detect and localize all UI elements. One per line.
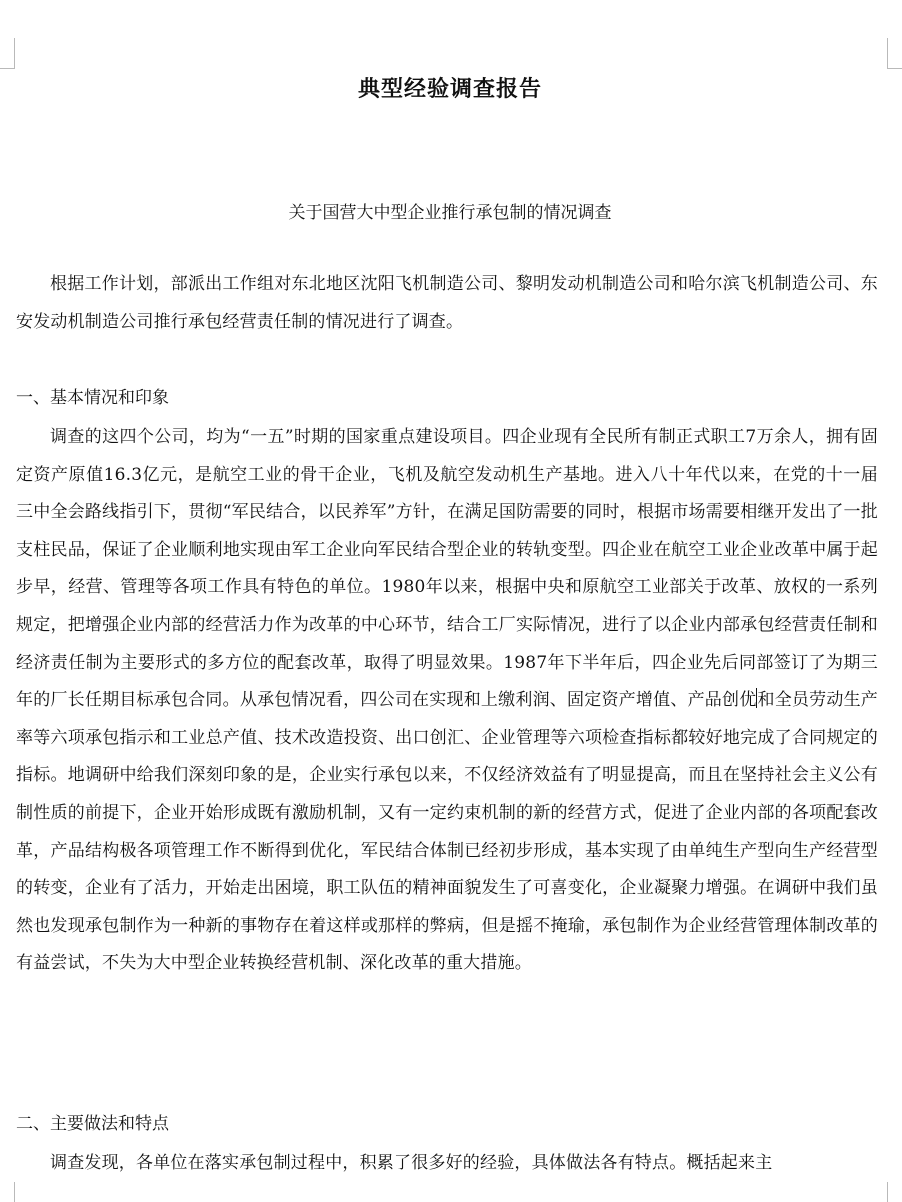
document-title: 典型经验调查报告	[357, 76, 542, 102]
corner-mark-bottom-right	[887, 1182, 888, 1202]
section-1-heading: 一、基本情况和印象	[16, 388, 169, 408]
section-1-text-b: 和全员劳动生产率等六项承包指示和工业总产值、技术改造投资、出口创汇、企业管理等六项检查指标都较好地完成了合同规定的指标。地调研中给我们深刻印象的是，企业实行承包以来，不仅经济效益有了明显提高，而且在坚持社会主义公有制性质的前提下，企业开始形成既有激励机制，又有一定约束机制的新的经营方式，促进了企业内部的各项配套改革，产品结构极各项管理工作不断得到优化，军民结合体制已经初步形成，基本实现了由单纯生产型向生产经营型的转变，企业有了活力，开始走出困境，职工队伍的精神面貌发生了可喜变化，企业凝聚力增强。在调研中我们虽然也发现承包制作为一种新的事物存在着这样或那样的弊病，但是摇不掩瑜，承包制作为企业经营管理体制改革的有益尝试，不失为大中型企业转换经营机制、深化改革的重大措施。	[16, 690, 878, 974]
section-1-text-a: 调查的这四个公司，均为“一五”时期的国家重点建设项目。四企业现有全民所有制正式职工7万余人，拥有固定资产原值16.3亿元，是航空工业的骨干企业，飞机及航空发动机生产基地。进入八十年代以来，在党的十一届三中全会路线指引下，贯彻“军民结合，以民养军”方针，在满足国防需要的同时，根据市场需要相继开发出了一批支柱民品，保证了企业顺利地实现由军工企业向军民结合型企业的转轨变型。四企业在航空工业企业改革中属于起步早，经营、管理等各项工作具有特色的单位。1980年以来，根据中央和原航空工业部关于改革、放权的一系列规定，把增强企业内部的经营活力作为改革的中心环节，结合工厂实际情况，进行了以企业内部承包经营责任制和经济责任制为主要形式的多方位的配套改革，取得了明显效果。1987年下半年后，四企业先后同部签订了为期三年的厂长任期目标承包合同。从承包情况看，四公司在实现和上缴利润、固定资产增值、产品创优	[16, 427, 878, 711]
corner-mark-top-right-h	[887, 54, 902, 69]
section-1-paragraph	[16, 419, 878, 983]
corner-mark-bottom-left	[14, 1182, 15, 1202]
section-2-paragraph: 调查发现，各单位在落实承包制过程中，积累了很多好的经验，具体做法各有特点。概括起来主	[50, 1153, 773, 1173]
corner-mark-top-left-h	[0, 54, 15, 69]
document-subtitle: 关于国营大中型企业推行承包制的情况调查	[288, 203, 612, 223]
intro-paragraph: 根据工作计划，部派出工作组对东北地区沈阳飞机制造公司、黎明发动机制造公司和哈尔滨飞机制造公司、东安发动机制造公司推行承包经营责任制的情况进行了调查。	[16, 274, 878, 332]
section-2-heading: 二、主要做法和特点	[16, 1114, 169, 1134]
